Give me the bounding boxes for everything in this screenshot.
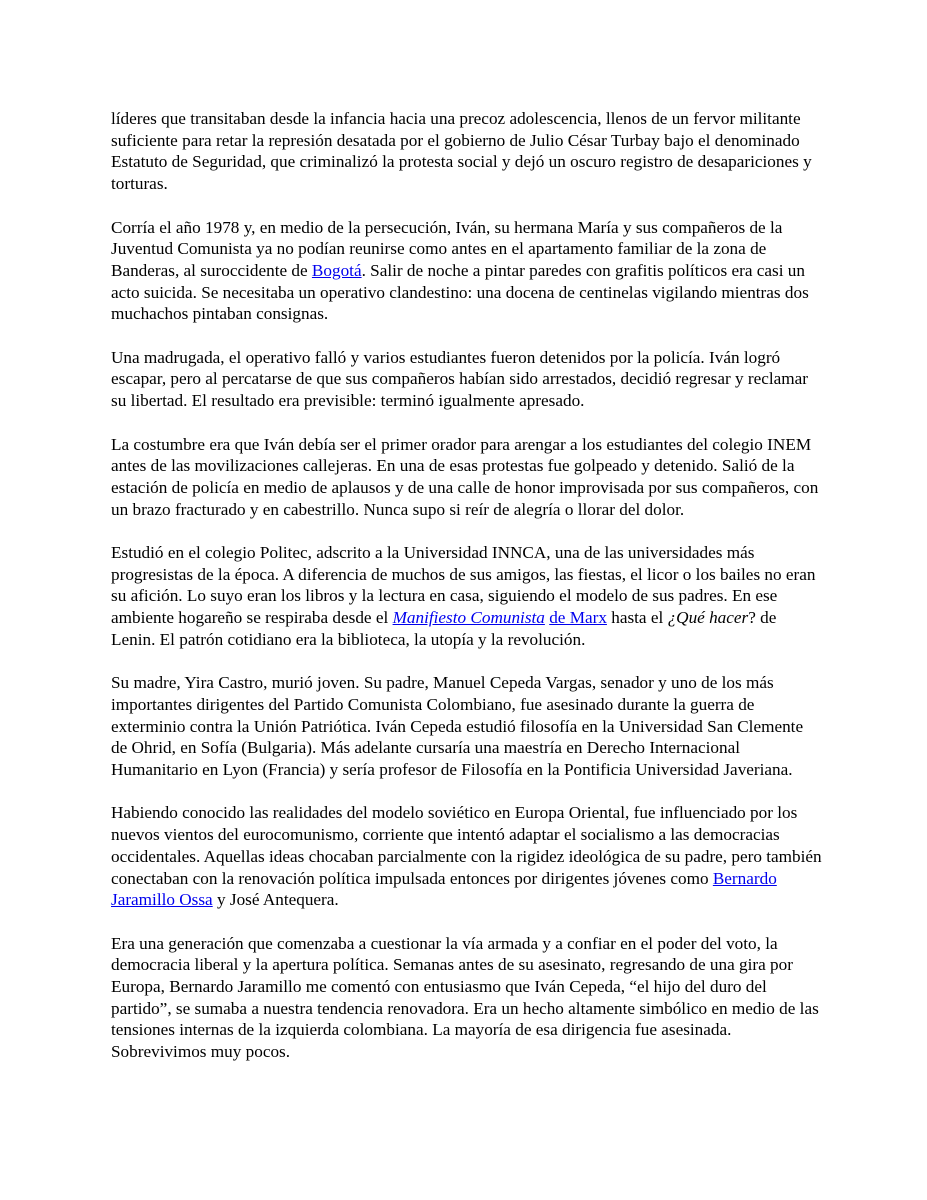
paragraph-2-text-end: . Salir de noche a pintar paredes con grafitis políticos era casi un acto suicida. Se necesitaba un operativo clandestino: una docena de centinelas vigilando mientras dos muchachos pintaban consignas. (111, 260, 809, 324)
paragraph-5-text-start: Estudió en el colegio Politec, adscrito a la Universidad INNCA, una de las universidades más progresistas de la época. A diferencia de muchos de sus amigos, las fiestas, el licor o los bailes no eran su afición. Lo suyo eran los libros y la lectura en casa, siguiendo el modelo de sus padres. En ese ambiente hogareño se respiraba desde el (111, 543, 816, 628)
document-page (111, 108, 823, 1085)
paragraph-2 (111, 217, 823, 326)
paragraph-7-text-start: Habiendo conocido las realidades del modelo soviético en Europa Oriental, fue influenciado por los nuevos vientos del eurocomunismo, corriente que intentó adaptar el socialismo a las democracias occidentales. Aquellas ideas chocaban parcialmente con la rigidez ideológica de su padre, pero también conectaban con la renovación política impulsada entonces por dirigentes jóvenes como (111, 803, 822, 888)
paragraph-6 (111, 672, 823, 781)
paragraph-4 (111, 434, 823, 521)
marx-link[interactable]: de Marx (549, 608, 607, 628)
manifiesto-comunista-link[interactable] (393, 608, 545, 627)
paragraph-1-text: líderes que transitaban desde la infancia hacia una precoz adolescencia, llenos de un fervor militante suficiente para retar la represión desatada por el gobierno de Julio César Turbay bajo el denominado Estatuto de Seguridad, que criminalizó la protesta social y dejó un oscuro registro de desapariciones y torturas. (111, 109, 812, 194)
paragraph-8-text: Era una generación que comenzaba a cuestionar la vía armada y a confiar en el poder del voto, la democracia liberal y la apertura política. Semanas antes de su asesinato, regresando de una gira por Europa, Bernardo Jaramillo me comentó con entusiasmo que Iván Cepeda, “el hijo del duro del partido”, se sumaba a nuestra tendencia renovadora. Era un hecho altamente simbólico en medio de las tensiones internas de la izquierda colombiana. La mayoría de esa dirigencia fue asesinada. Sobrevivimos muy pocos. (111, 933, 819, 1062)
bernardo-jaramillo-ossa-link[interactable]: Bernardo Jaramillo Ossa (111, 868, 777, 910)
paragraph-7 (111, 802, 823, 911)
manifiesto-comunista-title: Manifiesto Comunista (392, 608, 545, 628)
bogota-link[interactable]: Bogotá (311, 260, 362, 280)
paragraph-2-text-start: Corría el año 1978 y, en medio de la persecución, Iván, su hermana María y sus compañeros de la Juventud Comunista ya no podían reunirse como antes en el apartamento familiar de la zona de Banderas, al suroccidente de (111, 217, 783, 280)
paragraph-8 (111, 933, 823, 1063)
paragraph-6-text: Su madre, Yira Castro, murió joven. Su padre, Manuel Cepeda Vargas, senador y uno de los más importantes dirigentes del Partido Comunista Colombiano, fue asesinado durante la guerra de exterminio contra la Unión Patriótica. Iván Cepeda estudió filosofía en la Universidad San Clemente de Ohrid, en Sofía (Bulgaria). Más adelante cursaría una maestría en Derecho Internacional Humanitario en Lyon (Francia) y sería profesor de Filosofía en la Pontificia Universidad Javeriana. (111, 673, 804, 780)
paragraph-3-text: Una madrugada, el operativo falló y varios estudiantes fueron detenidos por la policía. Iván logró escapar, pero al percatarse de que sus compañeros habían sido arrestados, decidió regresar y reclamar su libertad. El resultado era previsible: terminó igualmente apresado. (111, 347, 808, 411)
paragraph-7-text-end: y José Antequera. (212, 890, 339, 910)
paragraph-1 (111, 108, 823, 195)
paragraph-5 (111, 542, 823, 651)
paragraph-5-text-middle: hasta el (606, 608, 668, 628)
que-hacer-title: ¿Qué hacer (667, 608, 749, 628)
paragraph-5-text-end: ? de Lenin. El patrón cotidiano era la biblioteca, la utopía y la revolución. (111, 608, 777, 649)
paragraph-3 (111, 347, 823, 412)
paragraph-4-text: La costumbre era que Iván debía ser el primer orador para arengar a los estudiantes del colegio INEM antes de las movilizaciones callejeras. En una de esas protestas fue golpeado y detenido. Salió de la estación de policía en medio de aplausos y de una calle de honor improvisada por sus compañeros, con un brazo fracturado y en cabestrillo. Nunca supo si reír de alegría o llorar del dolor. (111, 434, 819, 519)
